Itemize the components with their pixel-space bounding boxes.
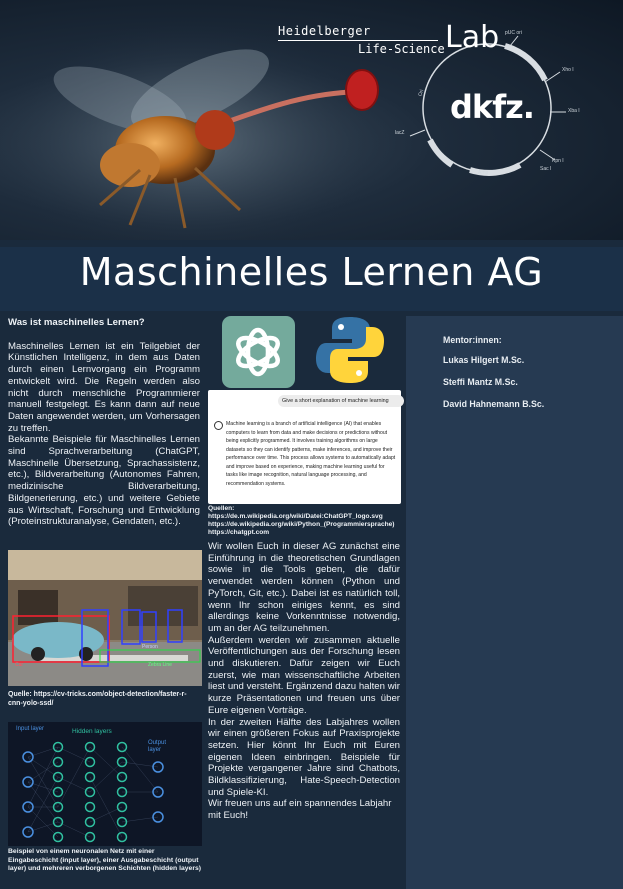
plasmid-label-2: Ori <box>417 88 426 98</box>
nn-input-label: Input layer <box>16 726 45 732</box>
source-3: https://chatgpt.com <box>208 529 270 536</box>
label-person: Person <box>142 644 158 650</box>
institute-logo <box>278 24 445 56</box>
plasmid-label-3: lacZ <box>395 130 405 136</box>
mentor-name-3: David Hahnemann B.Sc. <box>443 399 545 409</box>
assistant-avatar-icon <box>214 421 223 430</box>
nn-caption: Beispiel von einem neuronalen Netz mit einer Eingabeschicht (input layer), einer Ausgabeschicht (output layer) und mehreren verborgenen Schichten (hidden layers) <box>8 848 202 873</box>
source-2: https://de.wikipedia.org/wiki/Python_(Programmiersprache) <box>208 521 395 528</box>
sources-block <box>208 505 403 537</box>
chat-prompt-bubble: Give a short explanation of machine learning <box>278 395 404 407</box>
chat-answer: Machine learning is a branch of artificial intelligence (AI) that enables computers to learn from data and make decisions or predictions without being explicitly programmed. It involves training algorithms on large datasets so they can identify patterns, make inferences, and improve their performance over time. This process allows systems to automatically adapt and improve based on experience, making machine learning useful for tasks like image recognition, natural language processing, and recommendation systems. <box>226 421 396 487</box>
middle-text <box>208 541 400 822</box>
plasmid-label-5: Xho I <box>562 67 574 73</box>
plasmid-label-1: Amp <box>478 170 489 176</box>
header-banner <box>0 0 623 240</box>
institute-name-line1: Heidelberger <box>278 24 371 38</box>
chatgpt-logo <box>222 316 295 388</box>
plasmid-label-6: Xba I <box>568 108 580 114</box>
mentor-heading: Mentor:innen: <box>443 335 502 345</box>
mentor-panel <box>406 316 623 889</box>
street-scene <box>8 550 202 686</box>
chatgpt-screenshot <box>208 390 401 504</box>
openai-knot-icon <box>222 316 295 388</box>
title-bar <box>0 247 623 311</box>
dkfz-logo: dkfz. <box>450 88 534 126</box>
nn-hidden-label: Hidden layers <box>72 728 112 735</box>
body-paragraph-1: Wir wollen Euch in dieser AG zunächst eine Einführung in die theoretischen Grundlagen sowie in die Tools geben, die dafür verwendet werden können (Python und PyTorch, Git, etc.). Dabei ist es natürlich toll, wenn Ihr schon einiges kennt, es sind allerdings keine Vorkenntnisse notwendig, um an der AG teilzunehmen. <box>208 541 400 634</box>
section-heading: Was ist maschinelles Lernen? <box>8 317 145 328</box>
nn-output-label: Output layer <box>148 740 167 753</box>
plasmid-label-7: Kpn I <box>552 158 564 164</box>
body-paragraph-3: In der zweiten Hälfte des Labjahres wollen wir einen größeren Fokus auf Praxisprojekte setzen. Hier könnt Ihr Euch mit Euren eigenen Ideen einbringen. Beispiele für Projekte vergangener Jahre sind Chatbots, Bildklassifizierung, Hate-Speech-Detection und Spiele-KI. <box>208 716 400 798</box>
python-logo <box>314 313 386 387</box>
label-car: Car <box>15 662 24 668</box>
body-paragraph-2: Außerdem werden wir zusammen aktuelle Veröffentlichungen aus der Forschung lesen und diskutieren. Dafür zeigen wir Euch zuerst, wie man wissenschaftliche Arbeiten liest und versteht. Ergänzend dazu halten wir kurze Präsentationen und freuen uns über Eure eigenen Vorträge. <box>208 634 400 716</box>
plasmid-label-4: pUC ori <box>505 30 522 36</box>
plasmid-label-8: Sac I <box>540 166 552 172</box>
mentor-name-2: Steffi Mantz M.Sc. <box>443 377 518 387</box>
examples-paragraph: Bekannte Beispiele für Maschinelles Lernen sind Sprachverarbeitung (ChatGPT, Maschinelle Übersetzung, Sprachassistenz, etc.), Bildverarbeitung (Autonomes Fahren, medizinische Bildverarbeitung, Bildgenerierung, etc.) und weitere Gebiete aus Wirtschaft, Forschung und Entwicklung (Proteinstrukturanalyse, Gendaten, etc.). <box>8 434 200 528</box>
institute-lab-word: Lab <box>445 20 500 55</box>
label-zebra: Zebra Line <box>148 662 172 668</box>
intro-paragraph: Maschinelles Lernen ist ein Teilgebiet der Künstlichen Intelligenz, in dem aus Daten durch einen Lernvorgang ein Programm entwickelt wird. Die Regeln werden also nicht durch menschliche Programmierer manuell festgelegt. Es kann dann auf neue Daten angewendet werden, um Vorhersagen zu treffen. <box>8 340 200 434</box>
neural-network-diagram <box>8 722 202 846</box>
source-1: https://de.m.wikipedia.org/wiki/Datei:ChatGPT_logo.svg <box>208 513 383 520</box>
python-icon <box>314 313 386 387</box>
left-text <box>8 317 200 528</box>
object-detection-image <box>8 550 202 686</box>
sources-heading: Quellen: <box>208 505 235 512</box>
page-title: Maschinelles Lernen AG <box>79 250 544 294</box>
street-caption: Quelle: https://cv-tricks.com/object-detection/faster-r-cnn-yolo-ssd/ <box>8 691 187 707</box>
institute-name-line2: Life-Science <box>358 42 445 56</box>
mentor-name-1: Lukas Hilgert M.Sc. <box>443 355 525 365</box>
body-paragraph-4: Wir freuen uns auf ein spannendes Labjahr mit Euch! <box>208 798 392 822</box>
